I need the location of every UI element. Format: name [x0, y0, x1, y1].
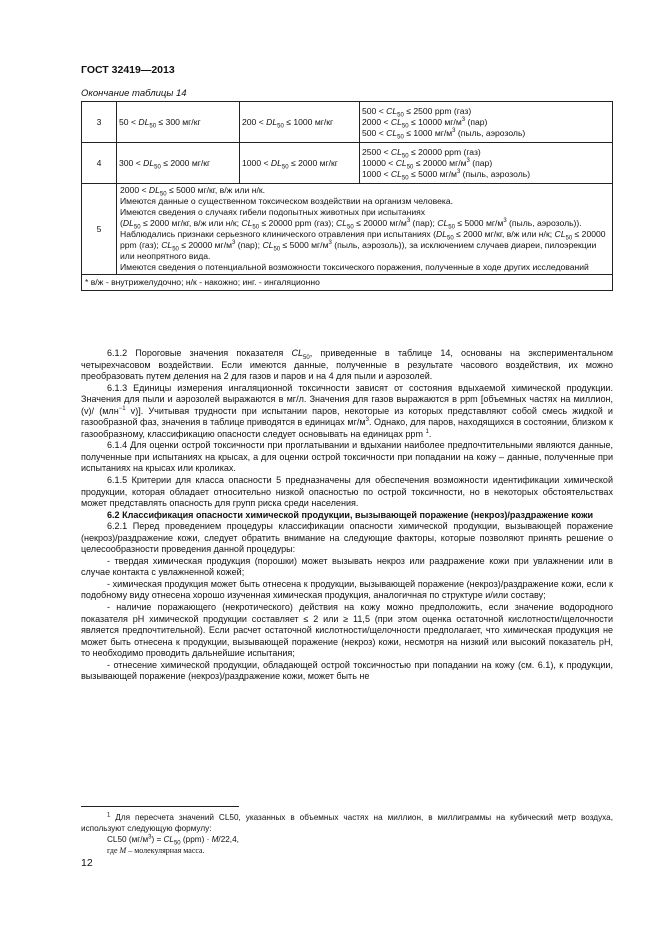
paragraph-6-2-1: 6.2.1 Перед проведением процедуры классификации опасности химической продукции, вызывающей поражение (некроз)/раздражение кожи, следует обратить внимание на следующие факторы, которые позволяют принять решение о целесообразности проведения данной процедуры:	[81, 521, 613, 555]
table-row	[82, 102, 613, 143]
paragraph-6-1-2: 6.1.2 Пороговые значения показателя $CL_{50}$, приведенные в таблице 14, основаны на экспериментальном четырехчасовом воздействии. Если имеются данные, полученные в результате часового воздействия, их можно преобразовать путем деления на 2 для газов и паров и на 4 для пыли и аэрозолей.	[81, 348, 613, 382]
oral-dose-cell: $50 < DL_{50} \le 300$ мг/кг	[117, 102, 240, 143]
paragraph-6-1-3: 6.1.3 Единицы измерения ингаляционной токсичности зависят от состояния вдыхаемой химической продукции. Значения для пыли и аэрозолей выражаются в мг/л. Значения для газов выражаются в ppm [объемных частях на миллион, (v)/ (млн$^{-1}$ v)]. Учитывая трудности при испытании паров, некоторые из которых представляют собой смесь жидкой и газообразной фаз, значения в таблице приводятся в единицах $мг/м^3$. Однако, для паров, находящихся в состоянии, близком к газообразному, классификацию опасности следует основывать на единицах ppm $^1$.	[81, 382, 613, 439]
footnote-text: Для пересчета значений CL50, указанных в объемных частях на миллион, в миллиграммы на кубический метр воздуха, используют следующую формулу:	[81, 813, 613, 833]
footnote-ref: 1	[425, 428, 429, 435]
list-item: - твердая химическая продукция (порошки) может вызывать некроз или раздражение кожи при увлажнении или в случае контакта с увлажненной кожей;	[81, 555, 613, 578]
paragraph-6-1-5: 6.1.5 Критерии для класса опасности 5 предназначены для обеспечения возможности идентификации химической продукции, которая обладает относительно низкой опасностью по острой токсичности, но в некоторых обстоятельствах может представлять опасность для групп риска среди населения.	[81, 475, 613, 509]
footnote	[81, 812, 613, 856]
dermal-dose-cell: $1000 < DL_{50} \le 2000$ мг/кг	[240, 143, 360, 184]
body-text	[81, 348, 613, 683]
table-footnote-row	[82, 275, 613, 291]
list-item: - химическая продукция может быть отнесена к продукции, вызывающей поражение (некроз)/раздражение кожи, если к подобному виду отнесена хорошо изученная химическая продукция, аналогичная по структуре и/или составу;	[81, 578, 613, 601]
category-cell: 4	[82, 143, 117, 184]
footnote-where: где M – молекулярная масса.	[107, 846, 205, 855]
page-number: 12	[81, 857, 93, 869]
category-5-description: $2000 < DL_{50} \le 5000$ мг/кг, в/ж или н/к. Имеются данные о существенном токсическом воздействии на организм человека. Имеются сведения о случаях гибели подопытных животных при испытаниях ($DL_{50} \le 2000$ мг/кг, в/ж или н/к; $CL_{50} \le 20000$ ppm (газ); $CL_{50} \le 20000$ $мг/м^3$ (пар); $CL_{50} \le 5000$ $мг/м^3$ (пыль, аэрозоль)). Наблюдались признаки серьезного клинического отравления при испытаниях ($DL_{50} \le 2000$ мг/кг, в/ж или н/к; $CL_{50} \le 20000$ ppm (газ); $CL_{50} \le 20000$ $мг/м^3$ (пар); $CL_{50} \le 5000$ $мг/м^3$ (пыль, аэрозоль)), за исключением случаев диареи, пилоэрекции или неопрятного вида. Имеются сведения о потенциальной возможности токсического поражения, полученные в ходе других исследований	[117, 184, 613, 275]
inhalation-cell: $500 < CL_{50} \le 2500$ ppm (газ) $2000 < CL_{50} \le 10000$ $мг/м^3$ (пар) $500 < CL_{50} \le 1000$ $мг/м^3$ (пыль, аэрозоль)	[360, 102, 613, 143]
paragraph-6-1-4: 6.1.4 Для оценки острой токсичности при проглатывании и вдыхании наиболее предпочтительными являются данные, полученные при испытаниях на крысах, а для оценки острой токсичности при попадании на кожу – данные, полученные при испытаниях на крысах или кроликах.	[81, 440, 613, 474]
table-caption: Окончание таблицы 14	[81, 88, 187, 99]
toxicity-table	[81, 101, 613, 291]
list-item: - отнесение химической продукции, обладающей острой токсичностью при попадании на кожу (см. 6.1), к продукции, вызывающей поражение (некроз)/раздражение кожи, может быть не	[81, 659, 613, 682]
inhalation-cell: $2500 < CL_{50} \le 20000$ ppm (газ) $10000 < CL_{50} \le 20000$ $мг/м^3$ (пар) $1000 < CL_{50} \le 5000$ $мг/м^3$ (пыль, аэрозоль)	[360, 143, 613, 184]
document-header: ГОСТ 32419—2013	[81, 64, 175, 76]
list-item: - наличие поражающего (некротического) действия на кожу можно предположить, если значение водородного показателя pH химической продукции составляет ≤ 2 или ≥ 11,5 (при этом оценка остаточной кислотности/щелочности является предпочтительной). Если расчет остаточной кислотности/щелочности предполагает, что химическая продукция не может быть отнесена к продукции, вызывающей поражение (некроз) кожи, несмотря на низкий или высокий показатель pH, то необходимо проводить дальнейшие испытания;	[81, 602, 613, 659]
footnote-formula: CL50 $(мг/м^3) = CL_{50}$ (ppm) · M/22,4,	[107, 834, 239, 847]
table-row	[82, 143, 613, 184]
section-heading-6-2: 6.2 Классификация опасности химической продукции, вызывающей поражение (некроз)/раздражение кожи	[107, 509, 594, 520]
table-footnote: * в/ж - внутрижелудочно; н/к - накожно; инг. - ингаляционно	[82, 275, 613, 291]
category-cell: 5	[82, 184, 117, 275]
category-cell: 3	[82, 102, 117, 143]
footnote-mark: 1	[107, 812, 111, 819]
footnote-divider	[81, 806, 239, 807]
dermal-dose-cell: $200 < DL_{50} \le 1000$ мг/кг	[240, 102, 360, 143]
oral-dose-cell: $300 < DL_{50} \le 2000$ мг/кг	[117, 143, 240, 184]
table-row	[82, 184, 613, 275]
